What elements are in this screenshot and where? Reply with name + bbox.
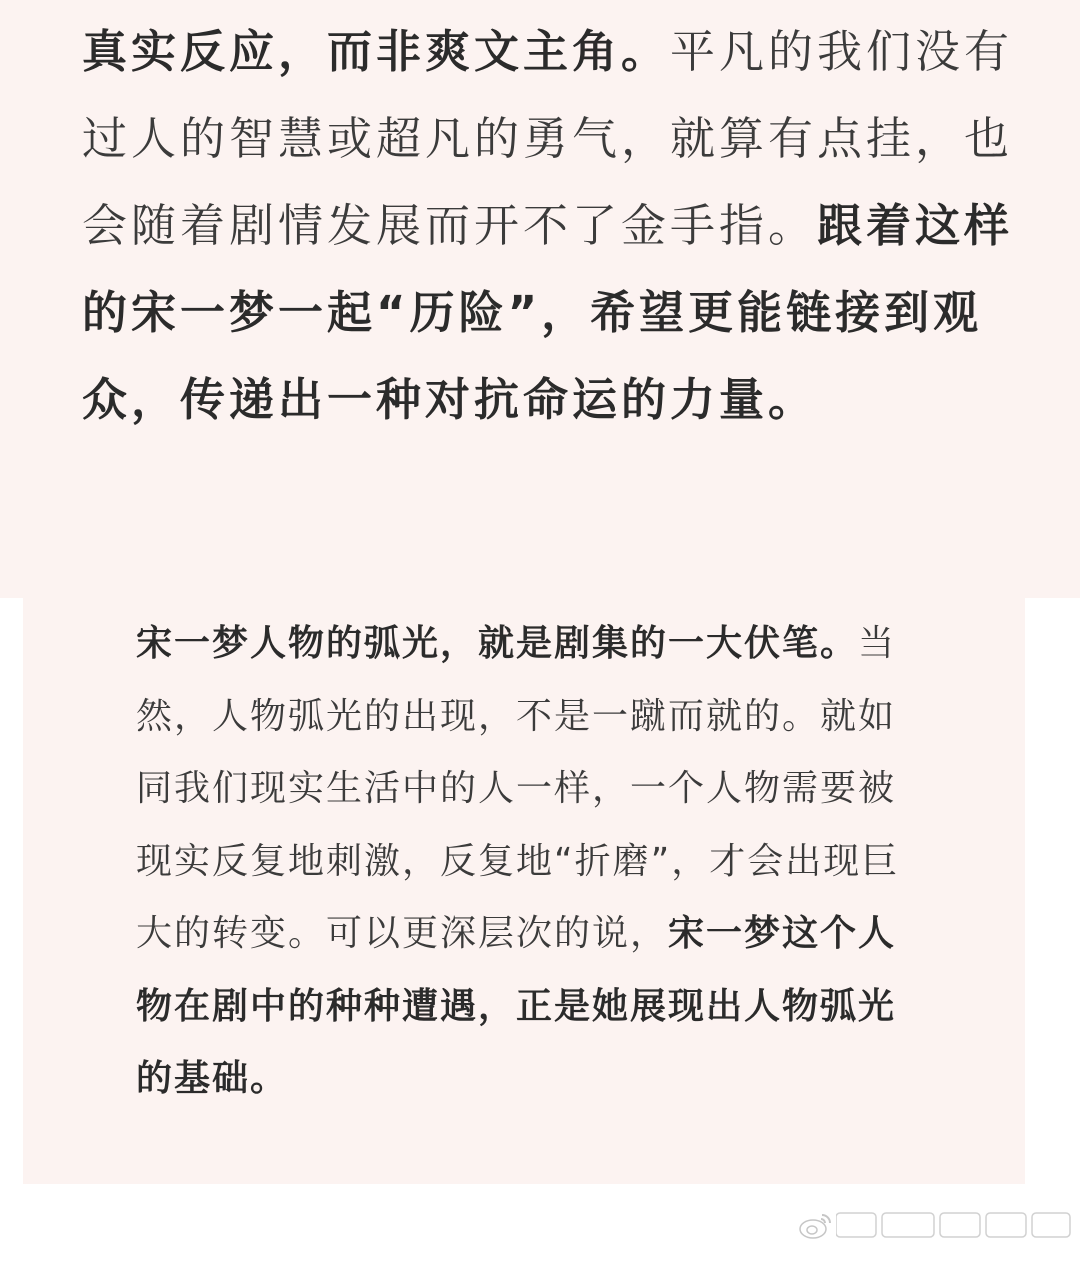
bottom-text-panel (23, 598, 1025, 1184)
bottom-paragraph-bold-intro: 宋一梦人物的弧光，就是剧集的一大伏笔。 (136, 623, 859, 664)
bottom-paragraph-bold-conclusion: 宋一梦这个人物在剧中的种种遭遇，正是她展现出人物弧光的基础。 (136, 913, 897, 1099)
top-paragraph-bold-intro: 真实反应，而非爽文主角。 (82, 25, 671, 78)
top-paragraph-body: 平凡的我们没有过人的智慧或超凡的勇气，就算有点挂，也会随着剧情发展而开不了金手指。 (82, 25, 1014, 252)
watermark (798, 1203, 1072, 1249)
bottom-paragraph (136, 608, 926, 1116)
watermark-obscured-handle (836, 1211, 1072, 1241)
top-text-panel (0, 0, 1080, 598)
top-paragraph-bold-conclusion: 跟着这样的宋一梦一起“历险”，希望更能链接到观众，传递出一种对抗命运的力量。 (82, 199, 1014, 426)
bottom-paragraph-body: 当然，人物弧光的出现，不是一蹴而就的。就如同我们现实生活中的人一样，一个人物需要被现实反复地刺激，反复地“折磨”，才会出现巨大的转变。可以更深层次的说， (136, 623, 900, 954)
weibo-logo-icon (798, 1211, 832, 1241)
top-paragraph (82, 8, 1022, 443)
